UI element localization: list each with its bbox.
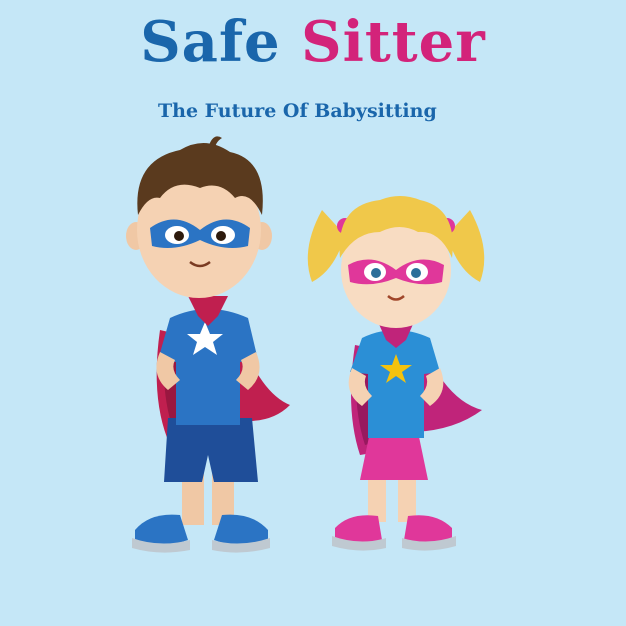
boy-shorts [164, 418, 258, 482]
girl-skirt [360, 432, 428, 480]
girl-character [308, 196, 484, 551]
boy-character [126, 136, 290, 552]
subtitle: The Future Of Babysitting [158, 100, 437, 122]
title-word-safe: Safe [140, 9, 281, 75]
title-word-sitter: Sitter [301, 9, 486, 75]
